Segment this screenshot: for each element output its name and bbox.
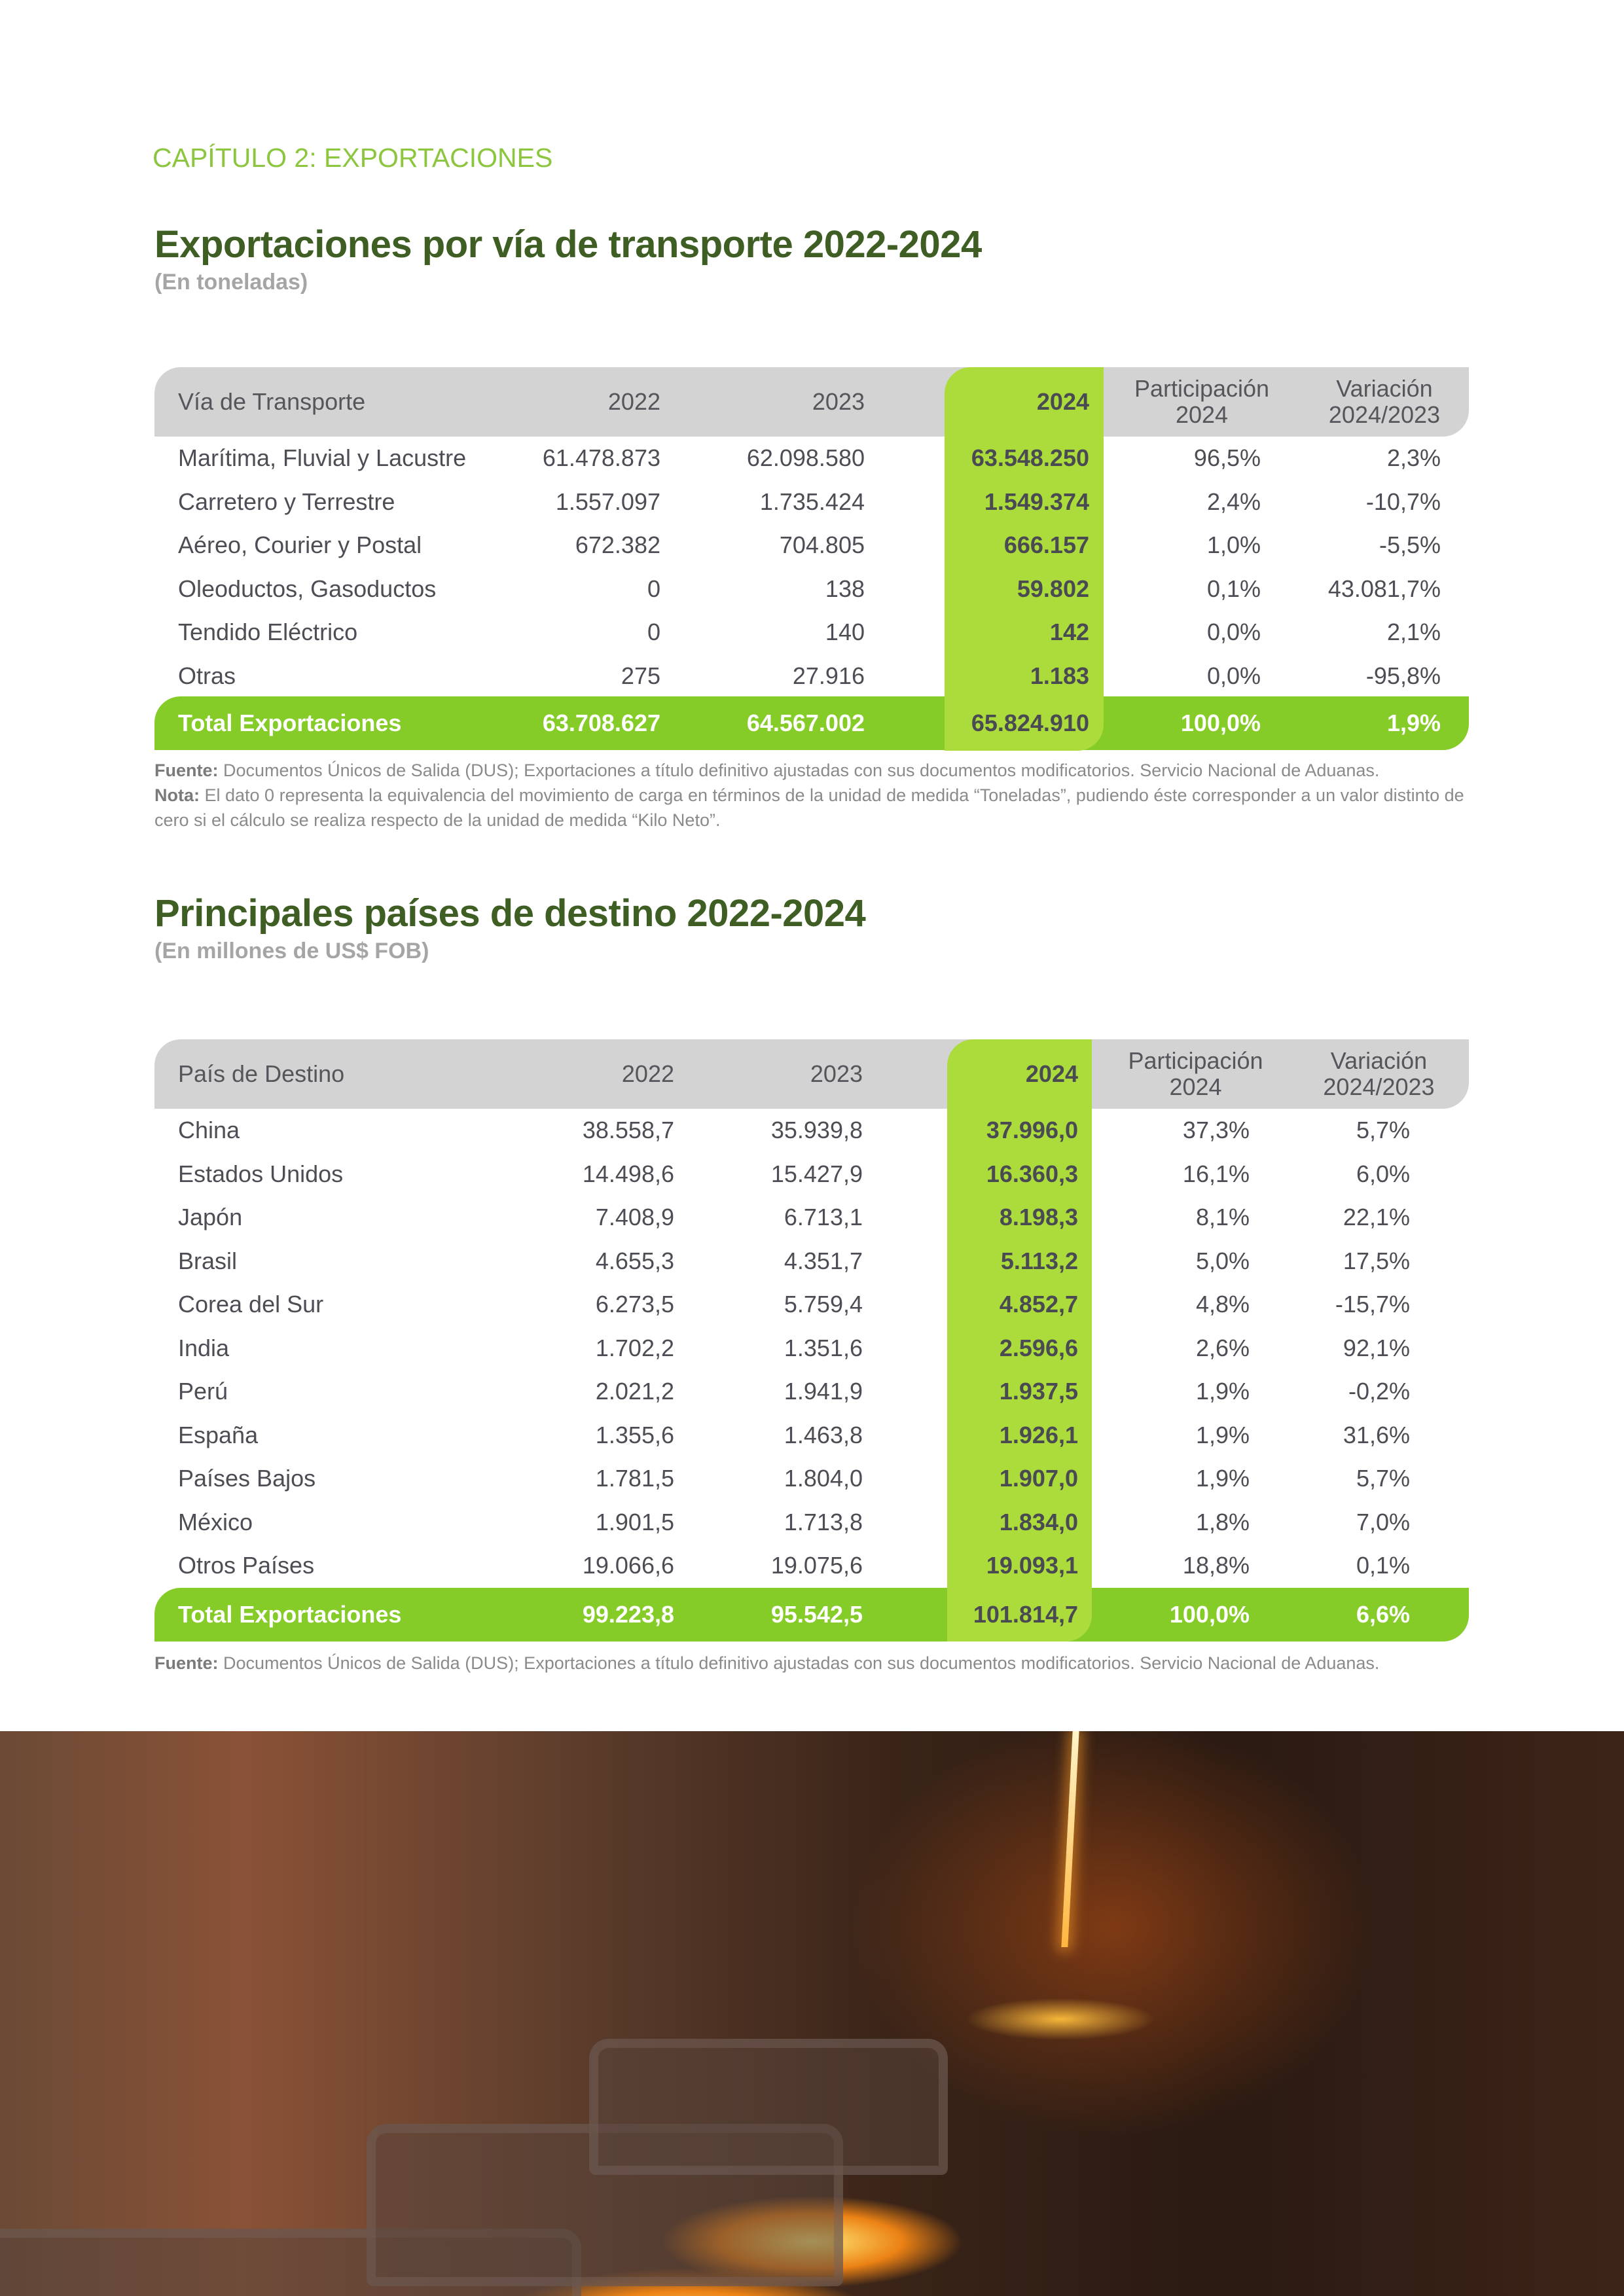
value-2022: 0 bbox=[647, 575, 660, 602]
row-label: México bbox=[178, 1508, 253, 1535]
value-2022: 672.382 bbox=[575, 531, 660, 559]
row-label: Tendido Eléctrico bbox=[178, 619, 358, 646]
value-2024: 16.360,3 bbox=[986, 1160, 1078, 1187]
value-share: 1,9% bbox=[1195, 1465, 1250, 1492]
row-label: España bbox=[178, 1421, 259, 1448]
value-share: 2,4% bbox=[1206, 488, 1261, 515]
value-2023: 1.941,9 bbox=[784, 1378, 863, 1405]
value-share: 1,0% bbox=[1206, 531, 1261, 559]
chapter-heading: CAPÍTULO 2: EXPORTACIONES bbox=[153, 143, 553, 173]
value-share: 2,6% bbox=[1195, 1334, 1250, 1361]
header-share-line2: 2024 bbox=[1169, 1073, 1222, 1100]
source-text: Documentos Únicos de Salida (DUS); Exportaciones a título definitivo ajustadas con sus documentos modificatorios. Servicio Nacional de Aduanas. bbox=[218, 1653, 1380, 1673]
table-row bbox=[154, 1544, 1469, 1588]
total-2022: 63.708.627 bbox=[542, 709, 660, 736]
value-share: 1,8% bbox=[1195, 1508, 1250, 1535]
header-label: País de Destino bbox=[178, 1060, 345, 1087]
value-2022: 61.478.873 bbox=[542, 444, 660, 472]
value-2023: 19.075,6 bbox=[770, 1552, 863, 1579]
table1-title: Exportaciones por vía de transporte 2022-2024 bbox=[154, 223, 982, 266]
value-2024: 1.907,0 bbox=[999, 1465, 1078, 1492]
value-2024: 4.852,7 bbox=[999, 1291, 1078, 1318]
value-2022: 1.781,5 bbox=[595, 1465, 674, 1492]
value-variation: 17,5% bbox=[1343, 1247, 1410, 1274]
table1-note bbox=[154, 783, 1477, 833]
value-2024: 1.937,5 bbox=[999, 1378, 1078, 1405]
value-2022: 1.901,5 bbox=[595, 1508, 674, 1535]
row-label: Perú bbox=[178, 1378, 228, 1405]
table-header-row bbox=[154, 1039, 1469, 1109]
total-share: 100,0% bbox=[1169, 1601, 1250, 1628]
value-2024: 142 bbox=[1049, 619, 1089, 646]
value-share: 0,0% bbox=[1206, 619, 1261, 646]
value-2024: 1.834,0 bbox=[999, 1508, 1078, 1535]
table-row bbox=[154, 1414, 1469, 1458]
value-2024: 1.549.374 bbox=[984, 488, 1089, 515]
table2-source bbox=[154, 1651, 1477, 1676]
value-2023: 140 bbox=[825, 619, 865, 646]
value-2024: 5.113,2 bbox=[1000, 1247, 1078, 1274]
row-label: Países Bajos bbox=[178, 1465, 316, 1492]
value-2023: 62.098.580 bbox=[746, 444, 865, 472]
value-2022: 0 bbox=[647, 619, 660, 646]
value-2024: 59.802 bbox=[1017, 575, 1089, 602]
row-label: Brasil bbox=[178, 1247, 238, 1274]
value-variation: 0,1% bbox=[1356, 1552, 1410, 1579]
value-variation: 2,3% bbox=[1386, 444, 1441, 472]
total-2024: 101.814,7 bbox=[973, 1601, 1078, 1628]
header-variation-line1: Variación bbox=[1330, 1047, 1428, 1074]
row-label: Otras bbox=[178, 662, 236, 689]
value-2024: 8.198,3 bbox=[999, 1204, 1078, 1231]
table2-title: Principales países de destino 2022-2024 bbox=[154, 892, 866, 935]
header-2024: 2024 bbox=[1036, 388, 1089, 415]
value-2024: 1.183 bbox=[1030, 662, 1089, 689]
table1-subtitle: (En toneladas) bbox=[154, 270, 308, 295]
row-label: Aéreo, Courier y Postal bbox=[178, 531, 422, 559]
row-label: Estados Unidos bbox=[178, 1160, 344, 1187]
value-2022: 38.558,7 bbox=[582, 1117, 674, 1144]
value-2023: 1.463,8 bbox=[784, 1421, 863, 1448]
value-2022: 7.408,9 bbox=[595, 1204, 674, 1231]
value-2023: 1.351,6 bbox=[784, 1334, 863, 1361]
header-2022: 2022 bbox=[607, 388, 660, 415]
value-2022: 1.702,2 bbox=[595, 1334, 674, 1361]
header-2023: 2023 bbox=[810, 1060, 863, 1087]
value-2024: 37.996,0 bbox=[986, 1117, 1078, 1144]
value-2022: 4.655,3 bbox=[595, 1247, 674, 1274]
value-2023: 15.427,9 bbox=[770, 1160, 863, 1187]
row-label: Otros Países bbox=[178, 1552, 315, 1579]
source-label: Fuente: bbox=[154, 761, 219, 780]
row-label: Oleoductos, Gasoductos bbox=[178, 575, 437, 602]
value-share: 1,9% bbox=[1195, 1378, 1250, 1405]
total-label: Total Exportaciones bbox=[178, 709, 402, 736]
table2-subtitle: (En millones de US$ FOB) bbox=[154, 939, 429, 963]
value-share: 0,0% bbox=[1206, 662, 1261, 689]
mold-shape bbox=[589, 2039, 948, 2175]
value-share: 4,8% bbox=[1195, 1291, 1250, 1318]
value-share: 0,1% bbox=[1206, 575, 1261, 602]
total-variation: 6,6% bbox=[1356, 1601, 1410, 1628]
value-share: 16,1% bbox=[1182, 1160, 1250, 1187]
value-share: 96,5% bbox=[1193, 444, 1261, 472]
value-2023: 1.804,0 bbox=[784, 1465, 863, 1492]
value-2024: 19.093,1 bbox=[986, 1552, 1078, 1579]
header-variation-line2: 2024/2023 bbox=[1323, 1073, 1435, 1100]
total-2022: 99.223,8 bbox=[582, 1601, 674, 1628]
value-2022: 1.557.097 bbox=[555, 488, 660, 515]
value-variation: 7,0% bbox=[1356, 1508, 1410, 1535]
header-2023: 2023 bbox=[812, 388, 865, 415]
note-label: Nota: bbox=[154, 785, 200, 805]
header-2022: 2022 bbox=[621, 1060, 674, 1087]
value-2024: 63.548.250 bbox=[971, 444, 1089, 472]
header-variation bbox=[1300, 376, 1469, 428]
destination-countries-table bbox=[154, 1039, 1469, 1641]
header-variation bbox=[1299, 1048, 1459, 1100]
header-share-line1: Participación bbox=[1134, 375, 1270, 402]
table-row bbox=[154, 567, 1469, 611]
table-row bbox=[154, 1501, 1469, 1545]
value-variation: 2,1% bbox=[1386, 619, 1441, 646]
header-variation-line1: Variación bbox=[1336, 375, 1433, 402]
table-row bbox=[154, 1109, 1469, 1153]
total-row bbox=[154, 1588, 1469, 1641]
total-label: Total Exportaciones bbox=[178, 1601, 402, 1628]
value-share: 8,1% bbox=[1195, 1204, 1250, 1231]
table-row bbox=[154, 524, 1469, 567]
value-2022: 275 bbox=[621, 662, 660, 689]
row-label: China bbox=[178, 1117, 240, 1144]
value-2023: 27.916 bbox=[792, 662, 865, 689]
header-share bbox=[1092, 1048, 1299, 1100]
value-variation: 22,1% bbox=[1343, 1204, 1410, 1231]
source-text: Documentos Únicos de Salida (DUS); Exportaciones a título definitivo ajustadas con sus documentos modificatorios. Servicio Nacional de Aduanas. bbox=[218, 761, 1380, 780]
header-share bbox=[1104, 376, 1300, 428]
header-2024: 2024 bbox=[1025, 1060, 1078, 1087]
table-row bbox=[154, 1196, 1469, 1240]
value-2022: 2.021,2 bbox=[595, 1378, 674, 1405]
value-2022: 6.273,5 bbox=[595, 1291, 674, 1318]
value-variation: 92,1% bbox=[1343, 1334, 1410, 1361]
value-2023: 1.735.424 bbox=[759, 488, 865, 515]
table-row bbox=[154, 1153, 1469, 1196]
value-2022: 1.355,6 bbox=[595, 1421, 674, 1448]
table2-footnotes bbox=[154, 1651, 1477, 1676]
value-2023: 1.713,8 bbox=[784, 1508, 863, 1535]
value-share: 1,9% bbox=[1195, 1421, 1250, 1448]
value-variation: -0,2% bbox=[1348, 1378, 1410, 1405]
total-variation: 1,9% bbox=[1386, 709, 1441, 736]
value-variation: -95,8% bbox=[1365, 662, 1441, 689]
table-row bbox=[154, 1283, 1469, 1327]
header-share-line2: 2024 bbox=[1175, 401, 1229, 428]
value-2024: 666.157 bbox=[1003, 531, 1089, 559]
value-variation: 6,0% bbox=[1356, 1160, 1410, 1187]
value-variation: -10,7% bbox=[1365, 488, 1441, 515]
value-2023: 704.805 bbox=[779, 531, 865, 559]
value-variation: 5,7% bbox=[1356, 1465, 1410, 1492]
row-label: Carretero y Terrestre bbox=[178, 488, 395, 515]
value-variation: -15,7% bbox=[1335, 1291, 1410, 1318]
smelter-photo bbox=[0, 1731, 1624, 2296]
total-2023: 64.567.002 bbox=[746, 709, 865, 736]
table-row bbox=[154, 1240, 1469, 1283]
row-label: Japón bbox=[178, 1204, 243, 1231]
value-share: 37,3% bbox=[1182, 1117, 1250, 1144]
value-2023: 5.759,4 bbox=[784, 1291, 863, 1318]
transport-exports-table bbox=[154, 367, 1469, 751]
value-2023: 35.939,8 bbox=[770, 1117, 863, 1144]
total-row bbox=[154, 696, 1469, 750]
table-row bbox=[154, 1457, 1469, 1501]
value-share: 18,8% bbox=[1182, 1552, 1250, 1579]
header-label: Vía de Transporte bbox=[178, 388, 366, 415]
row-label: India bbox=[178, 1334, 230, 1361]
value-2023: 138 bbox=[825, 575, 865, 602]
table-row bbox=[154, 480, 1469, 524]
value-variation: 5,7% bbox=[1356, 1117, 1410, 1144]
value-2023: 6.713,1 bbox=[784, 1204, 863, 1231]
value-2023: 4.351,7 bbox=[784, 1247, 863, 1274]
row-label: Marítima, Fluvial y Lacustre bbox=[178, 444, 467, 472]
table1-source bbox=[154, 758, 1477, 783]
molten-stream bbox=[1061, 1731, 1079, 1947]
table1-footnotes bbox=[154, 758, 1477, 833]
value-share: 5,0% bbox=[1195, 1247, 1250, 1274]
value-2022: 19.066,6 bbox=[582, 1552, 674, 1579]
table-row bbox=[154, 1327, 1469, 1371]
header-share-line1: Participación bbox=[1128, 1047, 1263, 1074]
value-variation: 43.081,7% bbox=[1327, 575, 1441, 602]
table-row bbox=[154, 611, 1469, 655]
total-2023: 95.542,5 bbox=[770, 1601, 863, 1628]
total-2024: 65.824.910 bbox=[971, 709, 1089, 736]
row-label: Corea del Sur bbox=[178, 1291, 324, 1318]
value-variation: -5,5% bbox=[1379, 531, 1441, 559]
source-label: Fuente: bbox=[154, 1653, 219, 1673]
value-variation: 31,6% bbox=[1343, 1421, 1410, 1448]
total-share: 100,0% bbox=[1180, 709, 1261, 736]
note-text: El dato 0 representa la equivalencia del movimiento de carga en términos de la unidad de medida “Toneladas”, pudiendo éste corresponder a un valor distinto de cero si el cálculo se realiza respecto de la unidad de medida “Kilo Neto”. bbox=[154, 785, 1464, 830]
table-row bbox=[154, 1370, 1469, 1414]
value-2024: 1.926,1 bbox=[999, 1421, 1078, 1448]
header-variation-line2: 2024/2023 bbox=[1328, 401, 1441, 428]
value-2022: 14.498,6 bbox=[582, 1160, 674, 1187]
value-2024: 2.596,6 bbox=[999, 1334, 1078, 1361]
table-row bbox=[154, 655, 1469, 698]
table-header-row bbox=[154, 367, 1469, 437]
table-row bbox=[154, 437, 1469, 480]
